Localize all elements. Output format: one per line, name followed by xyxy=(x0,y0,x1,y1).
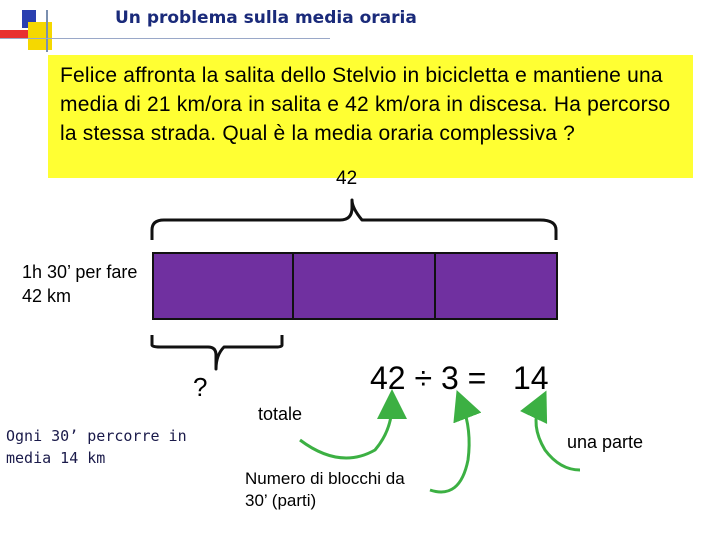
label-total: totale xyxy=(258,404,303,424)
question-mark: ? xyxy=(193,372,208,402)
total-length-label: 42 xyxy=(336,168,358,189)
arrow-blocks xyxy=(430,404,469,492)
arrow-total xyxy=(300,404,392,458)
division-equation: 42 ÷ 3 = 14 xyxy=(370,360,549,396)
time-distance-label: 1h 30’ per fare 42 km xyxy=(22,262,138,306)
arrow-part xyxy=(536,404,580,470)
page-title: Un problema sulla media oraria xyxy=(115,8,417,28)
result-note: Ogni 30’ percorre in media 14 km xyxy=(6,427,187,467)
problem-statement: Felice affronta la salita dello Stelvio in bicicletta e mantiene una media di 21 km/ora in salita e 42 km/ora in discesa. Ha percorso la stessa strada. Qual è la media oraria complessiva ? xyxy=(48,55,693,178)
label-part: una parte xyxy=(567,432,644,452)
label-blocks: Numero di blocchi da 30’ (parti) xyxy=(245,469,405,510)
